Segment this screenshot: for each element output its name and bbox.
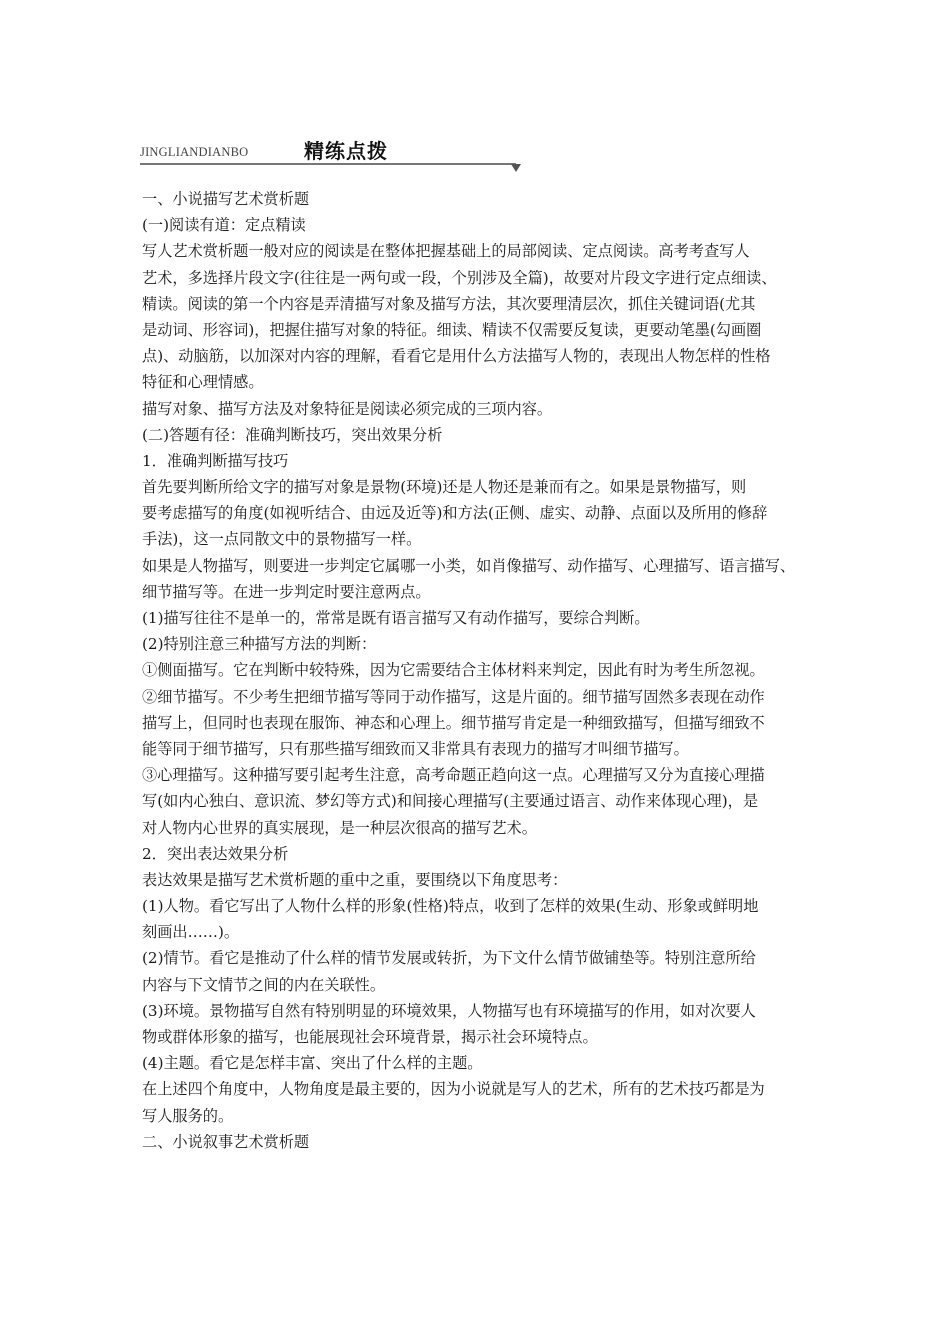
paragraph-line: 在上述四个角度中，人物角度是最主要的，因为小说就是写人的艺术，所有的艺术技巧都是为 [142, 1080, 765, 1099]
list-item: ①侧面描写。它在判断中较特殊，因为它需要结合主体材料来判定，因此有时为考生所忽视。 [142, 661, 765, 680]
paragraph-line: 是动词、形容词)，把握住描写对象的特征。细读、精读不仅需要反复读，更要动笔墨(勾画圈 [142, 320, 762, 339]
paragraph-line: 精读。阅读的第一个内容是弄清描写对象及描写方法，其次要理清层次，抓住关键词语(尤其 [142, 294, 756, 313]
header-divider [140, 163, 516, 165]
paragraph-line: 细节描写等。在进一步判定时要注意两点。 [142, 582, 431, 601]
list-item: (1)人物。看它写出了人物什么样的形象(性格)特点，收到了怎样的效果(生动、形象或鲜明地 [142, 897, 759, 916]
section-header-title: 精练点拨 [304, 139, 388, 163]
paragraph-line: 写人艺术赏析题一般对应的阅读是在整体把握基础上的局部阅读、定点阅读。高考考查写人 [142, 242, 750, 261]
subsection-heading: (二)答题有径：准确判断技巧，突出效果分析 [142, 425, 443, 444]
paragraph-line: 对人物内心世界的真实展现，是一种层次很高的描写艺术。 [142, 818, 537, 837]
subsection-heading: (一)阅读有道：定点精读 [142, 216, 306, 235]
section-heading: 二、小说叙事艺术赏析题 [142, 1132, 310, 1151]
paragraph-line: 要考虑描写的角度(如视听结合、由远及近等)和方法(正侧、虚实、动静、点面以及所用的修辞 [142, 504, 768, 523]
paragraph-line: 如果是人物描写，则要进一步判定它属哪一小类，如肖像描写、动作描写、心理描写、语言描写、 [142, 556, 796, 575]
paragraph-line: 艺术，多选择片段文字(往往是一两句或一段，个别涉及全篇)，故要对片段文字进行定点细读、 [142, 268, 777, 287]
section-heading: 一、小说描写艺术赏析题 [142, 190, 310, 208]
numbered-heading: 1．准确判断描写技巧 [142, 451, 289, 470]
paragraph-line: 描写对象、描写方法及对象特征是阅读必须完成的三项内容。 [142, 399, 553, 418]
paragraph-line: 手法)，这一点同散文中的景物描写一样。 [142, 530, 422, 549]
paragraph-line: 写人服务的。 [142, 1106, 234, 1125]
document-body [142, 186, 818, 1155]
numbered-heading: 2．突出表达效果分析 [142, 844, 289, 863]
list-item: (2)情节。看它是推动了什么样的情节发展或转折，为下文什么情节做铺垫等。特别注意所给 [142, 949, 756, 968]
paragraph-line: 特征和心理情感。 [142, 373, 264, 392]
paragraph-line: 物或群体形象的描写，也能展现社会环境背景，揭示社会环境特点。 [142, 1028, 598, 1046]
list-item: (4)主题。看它是怎样丰富、突出了什么样的主题。 [142, 1054, 483, 1073]
paragraph-line: 内容与下文情节之间的内在关联性。 [142, 975, 385, 994]
paragraph-line: 能等同于细节描写，只有那些描写细致而又非常具有表现力的描写才叫细节描写。 [142, 739, 689, 758]
list-item: ③心理描写。这种描写要引起考生注意，高考命题正趋向这一点。心理描写又分为直接心理描 [142, 766, 765, 785]
list-item: ②细节描写。不少考生把细节描写等同于动作描写，这是片面的。细节描写固然多表现在动作 [142, 687, 765, 706]
paragraph-line: 刻画出……)。 [142, 923, 240, 942]
section-header-pinyin: JINGLIANDIANBO [140, 145, 249, 159]
paragraph-line: 表达效果是描写艺术赏析题的重中之重，要围绕以下角度思考： [142, 870, 568, 889]
list-item: (2)特别注意三种描写方法的判断： [142, 635, 377, 654]
list-item: (3)环境。景物描写自然有特别明显的环境效果，人物描写也有环境描写的作用，如对次要人 [142, 1001, 756, 1020]
paragraph-line: 写(如内心独白、意识流、梦幻等方式)和间接心理描写(主要通过语言、动作来体现心理)，是 [142, 792, 759, 811]
paragraph-line: 首先要判断所给文字的描写对象是景物(环境)还是人物还是兼而有之。如果是景物描写，则 [142, 478, 747, 497]
section-header [140, 134, 524, 174]
triangle-marker-icon [511, 164, 521, 172]
list-item: (1)描写往往不是单一的，常常是既有语言描写又有动作描写，要综合判断。 [142, 609, 650, 627]
paragraph-line: 描写上，但同时也表现在服饰、神态和心理上。细节描写肯定是一种细致描写，但描写细致不 [142, 713, 765, 732]
paragraph-line: 点)、动脑筋，以加深对内容的理解，看看它是用什么方法描写人物的，表现出人物怎样的性格 [142, 347, 771, 366]
